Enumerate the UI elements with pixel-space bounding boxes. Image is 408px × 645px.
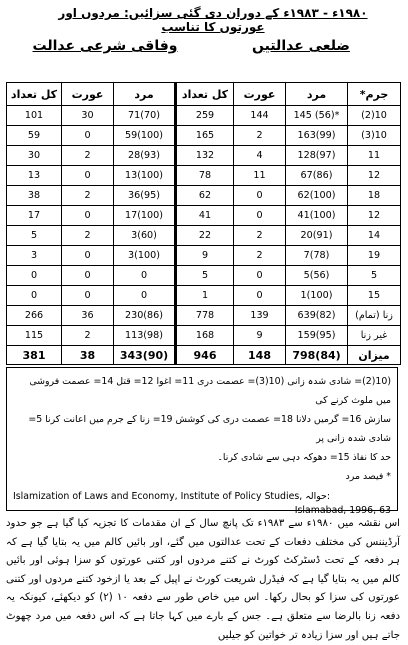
table-row xyxy=(7,286,401,306)
table-cell: 343(90) xyxy=(114,346,176,365)
table-cell: 3(60) xyxy=(114,226,176,246)
table-cell: 0 xyxy=(62,266,114,286)
table-cell: 163(99) xyxy=(286,126,348,146)
table-cell: 59(100) xyxy=(114,126,176,146)
table-cell: 0 xyxy=(7,266,62,286)
header-total-federal: کل تعداد xyxy=(7,83,62,106)
table-row xyxy=(7,186,401,206)
table-cell: 266 xyxy=(7,306,62,326)
source-citation-line2: Islamabad, 1996, 63 xyxy=(294,505,391,516)
table-row xyxy=(7,246,401,266)
table-cell: 15 xyxy=(348,286,401,306)
table-cell: 159(95) xyxy=(286,326,348,346)
table-cell: 10(3) xyxy=(348,126,401,146)
table-cell: 778 xyxy=(176,306,234,326)
table-cell: 165 xyxy=(176,126,234,146)
table-cell: 71(70) xyxy=(114,106,176,126)
table-cell: 0 xyxy=(62,206,114,226)
note-line: سازش 16= گرمیں دلانا 18= عصمت دری کی کوشش 19= زنا کے جرم میں اعانت کرنا 5= شادی شدہ زانی پر xyxy=(28,414,391,444)
table-total-row xyxy=(7,346,401,365)
table-row xyxy=(7,306,401,326)
table-cell: 2 xyxy=(234,126,286,146)
header-crime: جرم* xyxy=(348,83,401,106)
table-cell: 9 xyxy=(176,246,234,266)
table-cell: 38 xyxy=(7,186,62,206)
source-citation xyxy=(13,490,391,504)
table-cell: 946 xyxy=(176,346,234,365)
header-men-district: مرد xyxy=(286,83,348,106)
table-cell: 22 xyxy=(176,226,234,246)
table-cell: 59 xyxy=(7,126,62,146)
table-cell: 2 xyxy=(62,226,114,246)
table-cell: زنا (تمام) xyxy=(348,306,401,326)
table-cell: 30 xyxy=(62,106,114,126)
table-cell: 28(93) xyxy=(114,146,176,166)
table-cell: 5 xyxy=(7,226,62,246)
table-cell: 259 xyxy=(176,106,234,126)
table-cell: 798(84) xyxy=(286,346,348,365)
table-cell: 62 xyxy=(176,186,234,206)
table-cell: 11 xyxy=(348,146,401,166)
header-women-district: عورت xyxy=(234,83,286,106)
table-cell: 168 xyxy=(176,326,234,346)
table-cell: 67(86) xyxy=(286,166,348,186)
table-cell: 113(98) xyxy=(114,326,176,346)
source-label: حوالہ: xyxy=(305,491,330,502)
table-cell: 13(100) xyxy=(114,166,176,186)
table-cell: 10(2) xyxy=(348,106,401,126)
table-cell: 13 xyxy=(7,166,62,186)
table-cell: 132 xyxy=(176,146,234,166)
note-line: حد کا نفاذ 15= دھوکہ دہی سے شادی کرنا۔ xyxy=(217,452,391,463)
table-cell: 0 xyxy=(234,186,286,206)
table-header-row xyxy=(7,83,401,106)
table-cell: 5 xyxy=(176,266,234,286)
table-cell: 2 xyxy=(62,326,114,346)
table-cell: 144 xyxy=(234,106,286,126)
table-cell: 2 xyxy=(62,186,114,206)
legend-note-box xyxy=(6,367,398,516)
table-cell: 2 xyxy=(234,246,286,266)
table-cell: 0 xyxy=(62,246,114,266)
table-cell: 62(100) xyxy=(286,186,348,206)
table-cell: 19 xyxy=(348,246,401,266)
table-cell: 36 xyxy=(62,306,114,326)
table-cell: 230(86) xyxy=(114,306,176,326)
group-district-court-heading: ضلعی عدالتیں xyxy=(252,38,350,54)
table-cell: 0 xyxy=(62,166,114,186)
table-row xyxy=(7,106,401,126)
table-cell: 3 xyxy=(7,246,62,266)
table-cell: 139 xyxy=(234,306,286,326)
table-cell: میزان xyxy=(348,346,401,365)
table-cell: 20(91) xyxy=(286,226,348,246)
table-cell: 9 xyxy=(234,326,286,346)
table-cell: 101 xyxy=(7,106,62,126)
table-cell: 7(78) xyxy=(286,246,348,266)
table-cell: 0 xyxy=(114,266,176,286)
table-cell: 0 xyxy=(7,286,62,306)
sentences-table xyxy=(6,82,401,365)
table-cell: 0 xyxy=(62,286,114,306)
group-federal-court-heading: وفاقی شرعی عدالت xyxy=(32,38,178,54)
table-cell: 115 xyxy=(7,326,62,346)
note-line: * فیصد مرد xyxy=(345,471,391,482)
table-cell: غیر زنا xyxy=(348,326,401,346)
table-cell: 30 xyxy=(7,146,62,166)
note-line: (10(2)= شادی شدہ زانی (10(3)= عصمت دری 11= اغوا 12= قتل 14= عصمت فروشی میں ملوث کرنے کی xyxy=(29,376,391,406)
table-cell: 0 xyxy=(114,286,176,306)
table-cell: 18 xyxy=(348,186,401,206)
table-cell: 0 xyxy=(62,126,114,146)
body-paragraph: اس نقشہ میں ۱۹۸۰ء سے ۱۹۸۳ء تک پانچ سال کے ان مقدمات کا تجزیہ کیا گیا ہے جو حدود آرڈیننس کی مختلف دفعات کے تحت عدالتوں میں گئے، اور بائیں کالم میں یہ بتایا گیا ہے کہ ہر دفعہ کے تحت ڈسٹرکٹ کورٹ نے کتنے مردوں اور کتنی عورتوں کو سزا ہوئی اور بائیں کالم میں یہ بتایا گیا ہے کہ فیڈرل شریعت کورٹ نے اپیل کے بعد یا ازخود کتنے مردوں اور کتنی عورتوں کی سزا کو بحال رکھا۔ اس میں خاص طور سے دفعہ ۱۰ (۲) کو دیکھئے، کیونکہ یہ دفعہ زنا بالرضا سے متعلق ہے۔ جس کے بارے میں کہا جاتا ہے کہ اس دفعہ میں مرد چھوٹ جاتے ہیں اور سزا زیادہ تر خواتین کو جیلیں xyxy=(6,518,400,641)
table-cell: 639(82) xyxy=(286,306,348,326)
table-cell: 5 xyxy=(348,266,401,286)
header-men-federal: مرد xyxy=(114,83,176,106)
page-title: ۱۹۸۰ء - ۱۹۸۳ء کے دوران دی گئی سزائیں: مردوں اور عورتوں کا تناسب xyxy=(58,6,368,34)
table-cell: 36(95) xyxy=(114,186,176,206)
table-cell: 12 xyxy=(348,166,401,186)
table-cell: 1(100) xyxy=(286,286,348,306)
table-row xyxy=(7,146,401,166)
table-row xyxy=(7,326,401,346)
table-cell: 1 xyxy=(176,286,234,306)
table-cell: 11 xyxy=(234,166,286,186)
table-cell: 14 xyxy=(348,226,401,246)
table-cell: 41(100) xyxy=(286,206,348,226)
table-row xyxy=(7,126,401,146)
table-cell: 0 xyxy=(234,286,286,306)
header-women-federal: عورت xyxy=(62,83,114,106)
table-cell: 5(56) xyxy=(286,266,348,286)
table-cell: 17 xyxy=(7,206,62,226)
table-cell: 381 xyxy=(7,346,62,365)
header-total-district: کل تعداد xyxy=(176,83,234,106)
table-cell: 38 xyxy=(62,346,114,365)
table-cell: 12 xyxy=(348,206,401,226)
table-cell: 3(100) xyxy=(114,246,176,266)
table-row xyxy=(7,166,401,186)
table-cell: 78 xyxy=(176,166,234,186)
table-row xyxy=(7,206,401,226)
table-row xyxy=(7,266,401,286)
table-cell: 2 xyxy=(234,226,286,246)
table-cell: 17(100) xyxy=(114,206,176,226)
table-cell: 0 xyxy=(234,206,286,226)
table-cell: 4 xyxy=(234,146,286,166)
table-cell: 148 xyxy=(234,346,286,365)
source-text: Islamization of Laws and Economy, Institute of Policy Studies, xyxy=(13,491,303,502)
table-cell: 41 xyxy=(176,206,234,226)
table-cell: 2 xyxy=(62,146,114,166)
table-cell: 145 (56)* xyxy=(286,106,348,126)
table-row xyxy=(7,226,401,246)
table-cell: 0 xyxy=(234,266,286,286)
table-cell: 128(97) xyxy=(286,146,348,166)
